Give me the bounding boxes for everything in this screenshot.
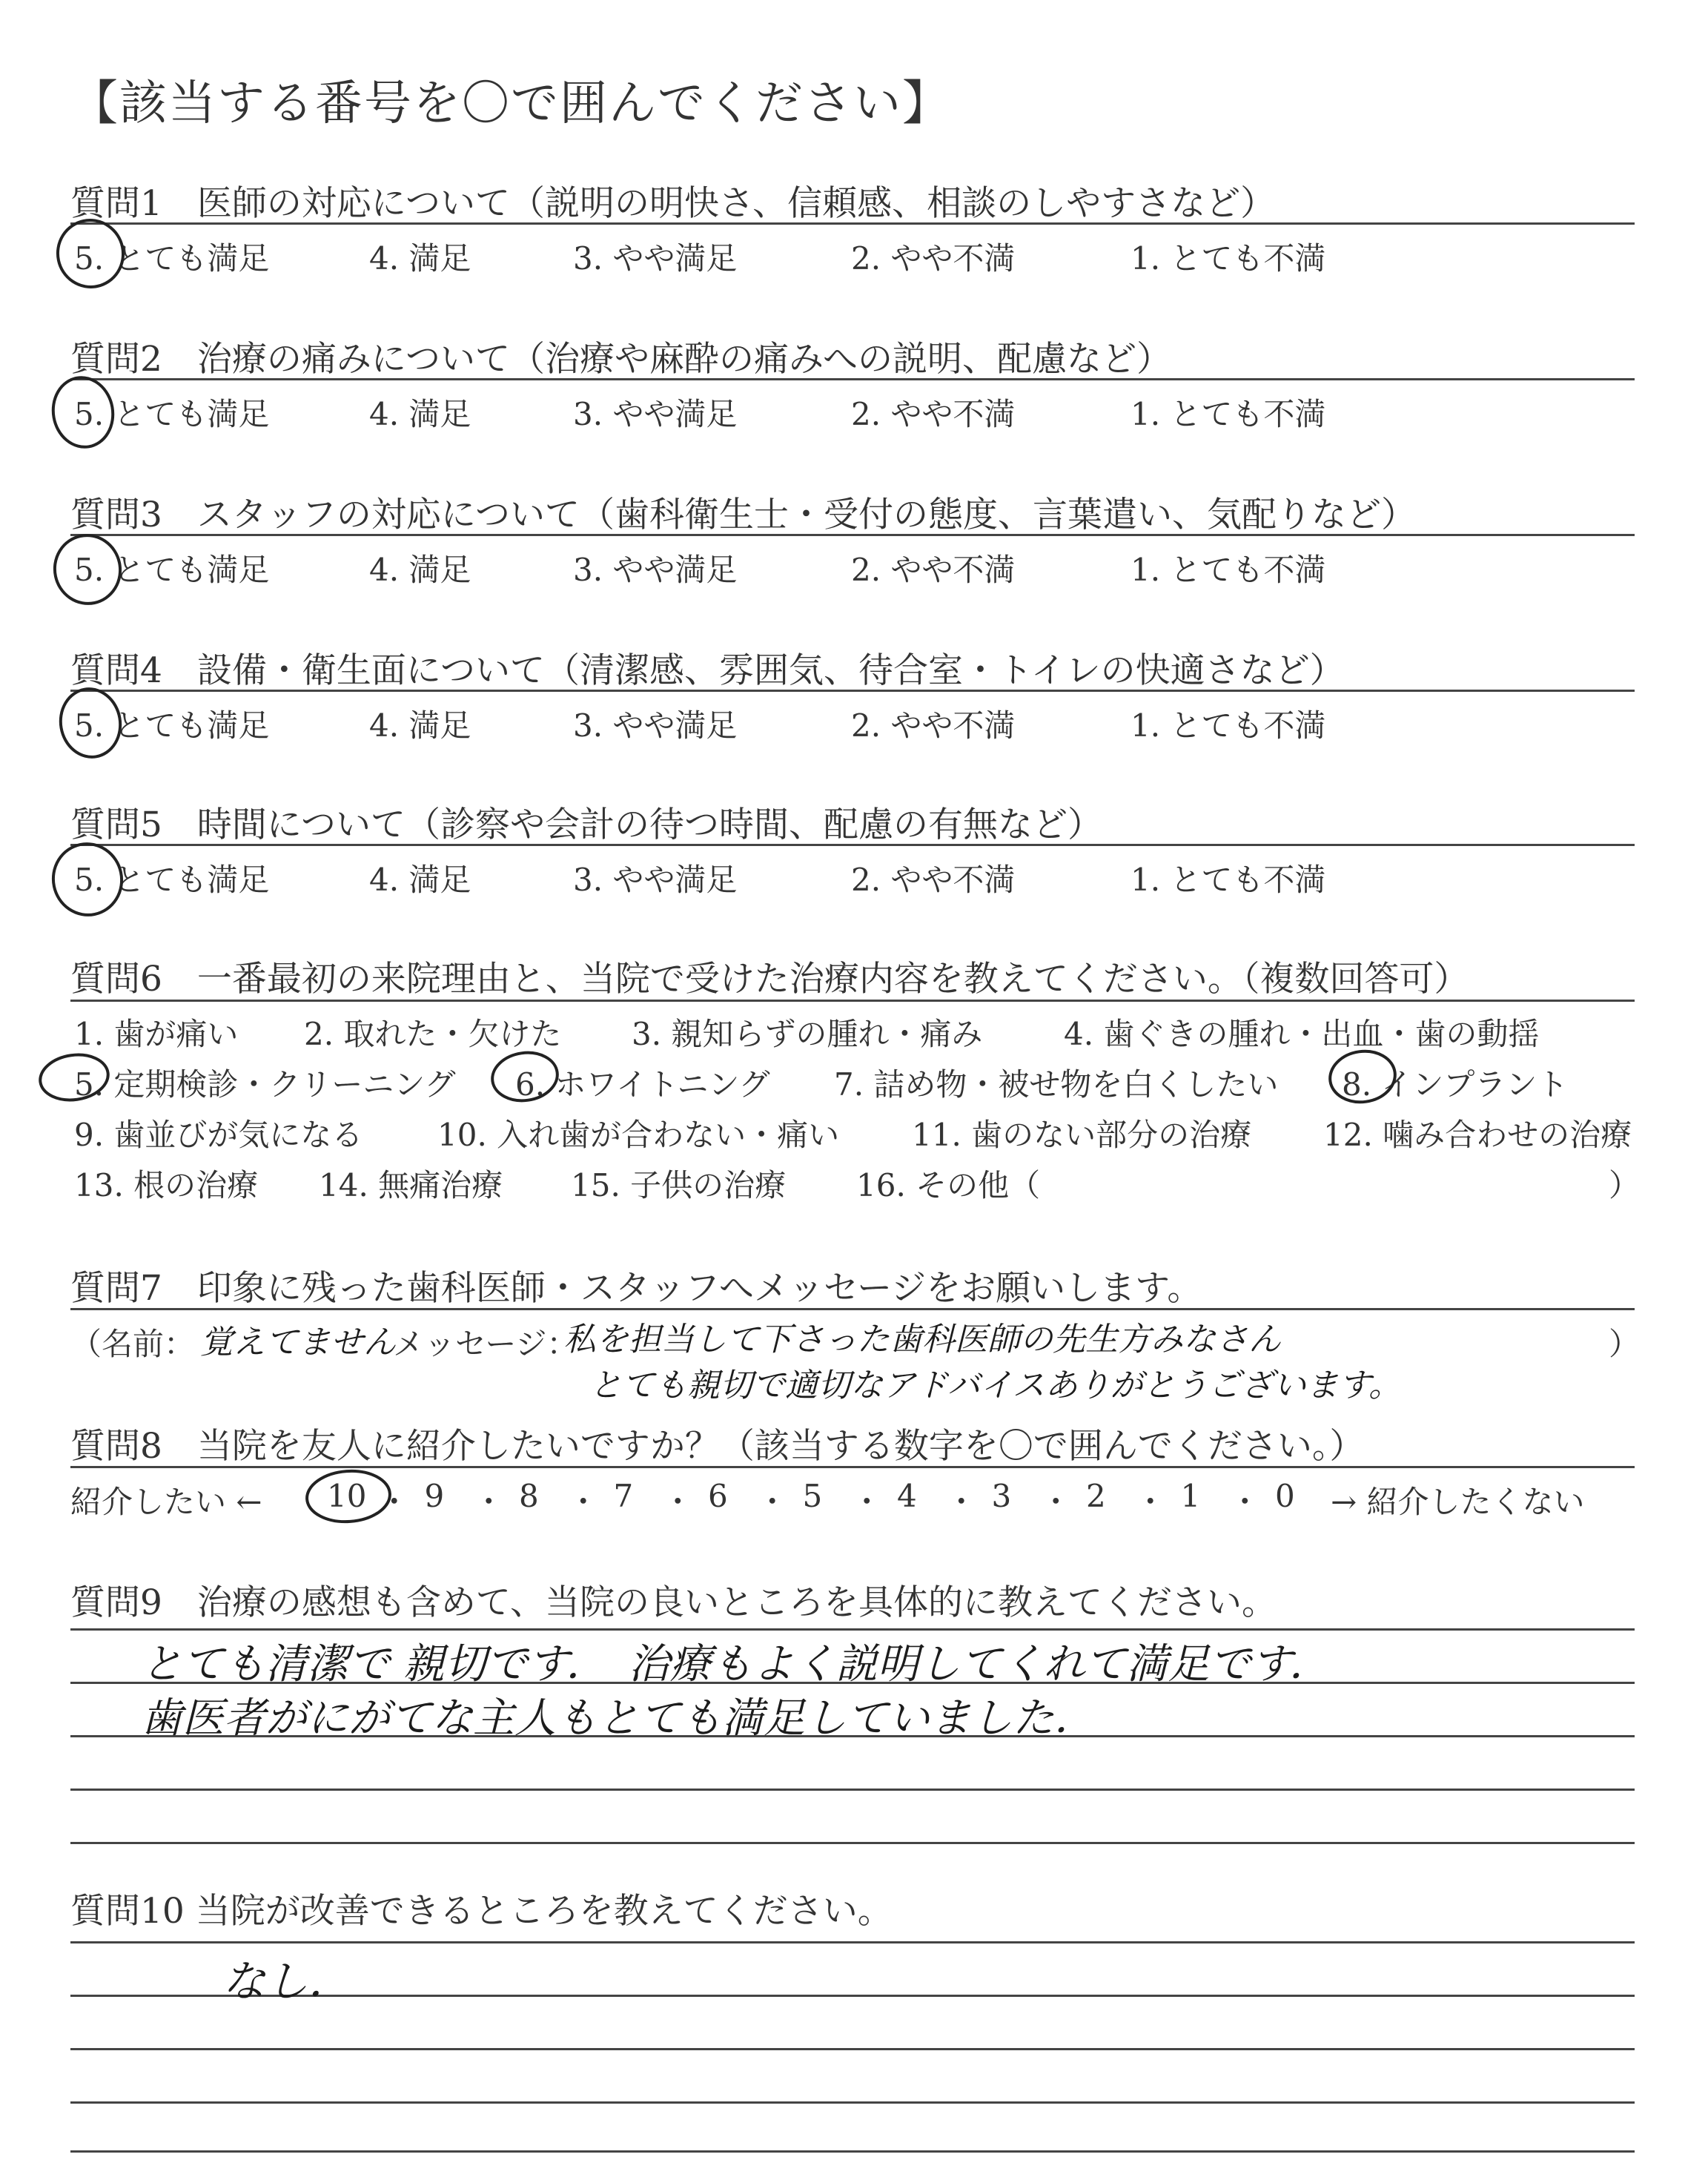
q6-option-5[interactable]: 5. 定期検診・クリーニング — [74, 1066, 456, 1103]
question-10-title: 質問10 当院が改善できるところを教えてください。 — [70, 1891, 893, 1932]
question-8-rule — [70, 1466, 1635, 1468]
q10-line-1 — [70, 1941, 1635, 1943]
q7-close-paren: ） — [1609, 1326, 1641, 1362]
q10-line-5 — [70, 2150, 1635, 2153]
q8-scale-value-5[interactable]: 5 — [802, 1478, 823, 1514]
question-9-title: 質問9 治療の感想も含めて、当院の良いところを具体的に教えてください。 — [70, 1582, 1277, 1623]
q8-scale-value-0[interactable]: 0 — [1275, 1478, 1295, 1514]
question-2-rule — [70, 378, 1635, 380]
q8-scale-separator: ・ — [567, 1484, 599, 1520]
q8-scale-value-1[interactable]: 1 — [1180, 1478, 1201, 1514]
q8-scale-value-8[interactable]: 8 — [519, 1478, 539, 1514]
q8-scale-value-3[interactable]: 3 — [991, 1478, 1012, 1514]
q6-option-14[interactable]: 14. 無痛治療 — [319, 1167, 503, 1203]
q1-option-5[interactable]: 5. とても満足 — [74, 240, 270, 277]
q6-option-12[interactable]: 12. 噛み合わせの治療 — [1323, 1117, 1632, 1153]
q2-option-4[interactable]: 4. 満足 — [369, 396, 471, 432]
q7-message-label: メッセージ： — [393, 1326, 578, 1362]
q6-other-close-paren: ） — [1609, 1167, 1641, 1203]
question-6-rule — [70, 1000, 1635, 1002]
page-title: 【該当する番号を〇で囲んでください】 — [70, 76, 951, 131]
q8-scale-value-6[interactable]: 6 — [708, 1478, 728, 1514]
q6-option-3[interactable]: 3. 親知らずの腫れ・痛み — [632, 1016, 983, 1052]
q6-option-7[interactable]: 7. 詰め物・被せ物を白くしたい — [834, 1066, 1279, 1103]
q2-option-5[interactable]: 5. とても満足 — [74, 396, 270, 432]
q7-message-line-2[interactable]: とても親切で適切なアドバイスありがとうございます。 — [589, 1367, 1402, 1404]
q8-right-label: → 紹介したくない — [1331, 1484, 1585, 1520]
q6-option-9[interactable]: 9. 歯並びが気になる — [74, 1117, 363, 1153]
q10-line-4 — [70, 2101, 1635, 2104]
q5-option-4[interactable]: 4. 満足 — [369, 862, 471, 898]
q8-scale-separator: ・ — [1229, 1484, 1261, 1520]
question-3-rule — [70, 534, 1635, 536]
q10-answer[interactable]: なし． — [222, 1956, 352, 2007]
q6-option-13[interactable]: 13. 根の治療 — [74, 1167, 259, 1203]
q1-option-4[interactable]: 4. 満足 — [369, 240, 471, 277]
q2-option-1[interactable]: 1. とても不満 — [1131, 396, 1326, 432]
q9-line-1 — [70, 1628, 1635, 1631]
q9-answer-line-2[interactable]: 歯医者がにがてな主人もとても満足していました． — [141, 1694, 1096, 1743]
q3-option-4[interactable]: 4. 満足 — [369, 552, 471, 588]
q5-option-3[interactable]: 3. やや満足 — [573, 862, 738, 898]
q8-scale-separator: ・ — [378, 1484, 410, 1520]
q6-option-16[interactable]: 16. その他（ — [856, 1167, 1041, 1203]
q4-option-3[interactable]: 3. やや満足 — [573, 707, 738, 744]
q8-scale-value-2[interactable]: 2 — [1086, 1478, 1106, 1514]
q8-scale-separator: ・ — [851, 1484, 883, 1520]
question-4-title: 質問4 設備・衛生面について（清潔感、雰囲気、待合室・トイレの快適さなど） — [70, 650, 1345, 691]
q8-scale-separator: ・ — [1040, 1484, 1072, 1520]
question-7-title: 質問7 印象に残った歯科医師・スタッフへメッセージをお願いします。 — [70, 1268, 1202, 1309]
q3-option-1[interactable]: 1. とても不満 — [1131, 552, 1326, 588]
question-2-title: 質問2 治療の痛みについて（治療や麻酔の痛みへの説明、配慮など） — [70, 339, 1172, 380]
q10-line-3 — [70, 2048, 1635, 2050]
q9-line-5 — [70, 1842, 1635, 1844]
question-1-title: 質問1 医師の対応について（説明の明快さ、信頼感、相談のしやすさなど） — [70, 183, 1276, 224]
q1-option-1[interactable]: 1. とても不満 — [1131, 240, 1326, 277]
question-5-rule — [70, 844, 1635, 846]
q8-scale-separator: ・ — [662, 1484, 694, 1520]
q8-scale-value-10[interactable]: 10 — [327, 1478, 367, 1514]
q6-option-6[interactable]: 6. ホワイトニング — [515, 1066, 770, 1103]
q5-option-1[interactable]: 1. とても不満 — [1131, 862, 1326, 898]
q5-option-2[interactable]: 2. やや不満 — [851, 862, 1016, 898]
q8-scale-separator: ・ — [1134, 1484, 1166, 1520]
q7-message-line-1[interactable]: 私を担当して下さった歯科医師の先生方みなさん — [563, 1321, 1281, 1358]
question-4-rule — [70, 690, 1635, 692]
q8-scale-value-9[interactable]: 9 — [424, 1478, 445, 1514]
question-6-title: 質問6 一番最初の来院理由と、当院で受けた治療内容を教えてください。（複数回答可） — [70, 959, 1469, 1000]
q8-scale-separator: ・ — [945, 1484, 977, 1520]
q6-option-1[interactable]: 1. 歯が痛い — [74, 1016, 239, 1052]
question-5-title: 質問5 時間について（診察や会計の待つ時間、配慮の有無など） — [70, 805, 1102, 845]
q4-option-1[interactable]: 1. とても不満 — [1131, 707, 1326, 744]
q6-option-4[interactable]: 4. 歯ぐきの腫れ・出血・歯の動揺 — [1064, 1016, 1540, 1052]
q6-option-8[interactable]: 8. インプラント — [1342, 1066, 1569, 1103]
q4-option-2[interactable]: 2. やや不満 — [851, 707, 1016, 744]
q6-option-11[interactable]: 11. 歯のない部分の治療 — [912, 1117, 1252, 1153]
q9-answer-line-1[interactable]: とても清潔で 親切です． 治療もよく説明してくれて満足です． — [141, 1640, 1331, 1688]
q7-name-label: （名前： — [70, 1326, 196, 1362]
q9-line-4 — [70, 1789, 1635, 1791]
q3-option-5[interactable]: 5. とても満足 — [74, 552, 270, 588]
q2-option-3[interactable]: 3. やや満足 — [573, 396, 738, 432]
q8-scale-separator: ・ — [473, 1484, 505, 1520]
q3-option-2[interactable]: 2. やや不満 — [851, 552, 1016, 588]
q8-scale-separator: ・ — [756, 1484, 788, 1520]
q8-left-label: 紹介したい ← — [70, 1484, 262, 1520]
q4-option-4[interactable]: 4. 満足 — [369, 707, 471, 744]
q6-option-2[interactable]: 2. 取れた・欠けた — [304, 1016, 562, 1052]
question-1-rule — [70, 222, 1635, 225]
q6-option-10[interactable]: 10. 入れ歯が合わない・痛い — [437, 1117, 840, 1153]
q3-option-3[interactable]: 3. やや満足 — [573, 552, 738, 588]
q8-scale-value-4[interactable]: 4 — [897, 1478, 917, 1514]
q1-option-2[interactable]: 2. やや不満 — [851, 240, 1016, 277]
q6-option-15[interactable]: 15. 子供の治療 — [571, 1167, 787, 1203]
question-3-title: 質問3 スタッフの対応について（歯科衛生士・受付の態度、言葉遣い、気配りなど） — [70, 495, 1416, 535]
q5-option-5[interactable]: 5. とても満足 — [74, 862, 270, 898]
q8-scale-value-7[interactable]: 7 — [613, 1478, 634, 1514]
question-7-rule — [70, 1308, 1635, 1310]
question-8-title: 質問8 当院を友人に紹介したいですか？（該当する数字を〇で囲んでください。） — [70, 1426, 1365, 1467]
q2-option-2[interactable]: 2. やや不満 — [851, 396, 1016, 432]
q4-option-5[interactable]: 5. とても満足 — [74, 707, 270, 744]
q1-option-3[interactable]: 3. やや満足 — [573, 240, 738, 277]
q7-name-value[interactable]: 覚えてません — [200, 1324, 396, 1361]
